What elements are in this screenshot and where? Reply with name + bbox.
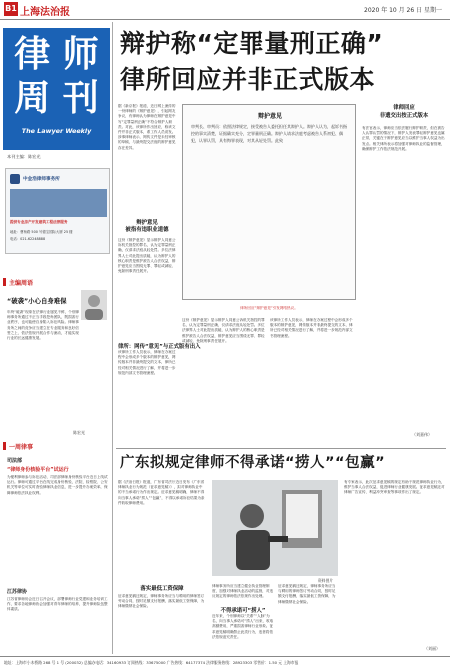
lower-subhead-1: 落实最低工资保障 bbox=[140, 586, 184, 592]
ad-address: 地址：曹杨路 500 号德宝国际大厦 25 楼 bbox=[10, 230, 73, 234]
chief-editor: 本刊主编：陈宏光 bbox=[7, 154, 41, 159]
brand-subtitle: The Lawyer Weekly bbox=[21, 127, 92, 135]
brand-title-line2: 周 刊 bbox=[14, 77, 99, 119]
lower-credit: （刘丽） bbox=[424, 646, 440, 651]
ad-slogan: 提供专业房产开发建筑工程法律服务 bbox=[10, 220, 68, 224]
firm-logo-icon bbox=[10, 174, 20, 184]
ad-banner bbox=[10, 189, 107, 217]
main-subhead-2: 律所：网传“意见”与正式版有出入 bbox=[118, 344, 201, 350]
lower-photo-credit: 资料图片 bbox=[318, 578, 334, 583]
weekly-item2-body: 江苏省律师协会近日召开会议，部署律师行业党建和业务培训工作，要求各地律师协会加强对青年律师的培养，提升律师队伍整体素质。 bbox=[7, 597, 108, 612]
right-heading: 律师回应 非遗交出按正式版本 bbox=[379, 105, 429, 119]
defense-opinion-document bbox=[182, 104, 356, 300]
weekly-item1-tag: 司法部 bbox=[7, 458, 23, 464]
publication-name: 上海法治报 bbox=[20, 7, 70, 18]
weekly-marker bbox=[3, 442, 6, 450]
lower-body-left: 据《法治日报》报道，广东省司法厅近日发布《广东省律师执业行为规范（征求意见稿）》，拟对律师执业中的不当承诺行为作出规定。征求意见稿明确，律师不得向当事人承诺“捞人”“包赢”，不得以承诺诉讼结果为条件收取律师费用。 bbox=[118, 480, 205, 505]
law-firm-ad bbox=[5, 168, 110, 254]
brand-title-line1: 律 师 bbox=[14, 33, 99, 75]
column-marker bbox=[3, 278, 6, 286]
lower-body-mid3: 征求意见稿还规定，律师事务所应当与聘用的律师签订劳动合同，按时足额支付报酬，落实最低工资保障，为律师缴纳社会保险。 bbox=[278, 584, 336, 604]
weekly-item1-title: “律师身份核验平台”试运行 bbox=[7, 467, 69, 473]
main-subhead-1: 辩护意见 被指有违职业道德 bbox=[125, 220, 169, 233]
page-header bbox=[0, 0, 450, 20]
lower-body-right: 有专家表示，此次征求意见稿的规定有助于规范律师执业行为，维护当事人合法权益，促进律师行业健康发展。征求意见稿还对律师广告宣传、利益冲突审查等事项作出了规定。 bbox=[344, 480, 445, 495]
right-body: 有法官表示，律师应当依法履行辩护职责，但在被告人认罪认罚的情况下，辩护人发表罪轻辩护意见也属正常，关键在于辩护意见应当以维护当事人权益为出发点。相关律所表示将加强对律师执业的监督管理，确保辩护工作依法规范开展。 bbox=[362, 126, 445, 151]
main-body-col3: 这份《辩护意见》显示辩护人同意公诉机关指控的罪名，认为定罪量刑正确，仅请求法庭从轻处罚。多位法律界人士对此提出质疑，认为辩护人的核心职责是维护被告人合法权益，辩护意见应当围绕无罪、罪轻或减轻、免除刑事责任展开。 bbox=[182, 318, 265, 343]
weekly-item2-tag: 江苏律协 bbox=[7, 589, 28, 595]
page-footer: 地址：上海市小木桥路 268 号 1 号 (200032) 总编办电话：34160933 订阅热线：33675000 广告热线：64177374 法律服务热线：28923303 零售价：1.50 元 上海市报 bbox=[0, 656, 450, 668]
author-portrait bbox=[81, 290, 107, 320]
issue-date: 2020 年 10 月 26 日 星期一 bbox=[364, 7, 442, 14]
column-title: “破袭”小心自身难保 bbox=[7, 297, 67, 305]
main-body-col4: 该律所工作人员表示，律师在办案过程中会形成多个版本的辩护意见，网传版本并非最终提交的文本，律所已经对相关情况进行了解，并将进一步规范内部文书管理流程。 bbox=[270, 318, 353, 338]
lower-body-mid2: 近年来，个别律师以“关系”“人脉”为名，向当事人承诺可“捞人”出来，收取高额费用，严重损害律师行业形象。征求意见稿明确禁止此类行为，违者将依法依规追究责任。 bbox=[212, 614, 274, 639]
column-label: 主编周语 bbox=[9, 280, 34, 287]
main-headline-line1: 辩护称“定罪量刑正确” bbox=[120, 29, 384, 58]
lower-illustration bbox=[212, 480, 338, 576]
column-divider bbox=[112, 22, 113, 654]
weekly-label: 一周律事 bbox=[9, 444, 34, 451]
lower-body-mid: 律师事务所应当建立健全执业管理制度，加强对律师执业活动的监督，对违反规定的律师依法依规作出处理。 bbox=[212, 584, 274, 599]
right-credit: （刘嘉伟） bbox=[412, 432, 432, 437]
document-title: 辩护意见 bbox=[257, 113, 282, 120]
main-body-mid: 这份《辩护意见》显示辩护人同意公诉机关指控的罪名，认为定罪量刑正确，仅请求法庭从轻处罚。多位法律界人士对此提出质疑，认为辩护人的核心职责是维护被告人合法权益，辩护意见应当围绕无罪、罪轻或减轻、免除刑事责任展开。 bbox=[118, 238, 176, 274]
main-body-mid2: 该律所工作人员表示，律师在办案过程中会形成多个版本的辩护意见，网传版本并非最终提交的文本，律所已经对相关情况进行了解，并将进一步规范内部文书管理流程。 bbox=[118, 350, 176, 375]
ad-org: 中金浩律师事务所 bbox=[23, 177, 60, 182]
column-body: 年终“破袭”现象在法律行业屡见不鲜，个别律师事务所通过不正当手段挖角团队，既损害行业秩序，也可能使自身陷入诉讼风险。律师事务所之间的竞争应当建立在专业服务和良好信誉之上，依法依规开展合作与流动，才能实现行业的长远健康发展。 bbox=[7, 310, 79, 341]
column-author: 陈宏光 bbox=[73, 430, 85, 435]
lower-headline: 广东拟规定律师不得承诺“捞人”“包赢” bbox=[120, 455, 386, 471]
lower-subhead-2: 不得承诺可“捞人” bbox=[220, 608, 266, 614]
weekly-item1-body: 为便利律师参与诉讼活动，司法部律师身份核验平台近日上线试运行。律师可通过平台在线完成身份核验，法院、检察院、公安机关等单位可实时查验律师执业信息，进一步提升办案效率，保障律师依法执业权利。 bbox=[7, 475, 108, 495]
page-tag: B1 bbox=[4, 2, 18, 16]
document-caption: 律所回应“辩护意见”引发网络热议。 bbox=[240, 306, 298, 310]
section-divider bbox=[116, 448, 446, 449]
main-body-left: 据《新京报》报道，近日网上流传的一份律师的《辩护意见》，引起网友争议，有律师认为律师在辩护意见中写“定罪量刑正确”不符合辩护人职责。对此，该律所作出回应，称该文件并非正式版本，系工作人员误发。涉事律师表示，网传文件是未经审核的草稿，与最终提交法庭的辩护意见存在差异。 bbox=[118, 104, 176, 150]
main-headline-line2: 律所回应并非正式版本 bbox=[120, 65, 376, 94]
ad-phone: 电话：021-62248888 bbox=[10, 237, 46, 241]
lawyer-weekly-brand bbox=[3, 28, 110, 150]
document-text: 审判长、审判员：依照法律规定，接受被告人委托担任其辩护人。辩护人认为，起诉书指控的事实清楚，证据确实充分，定罪量刑正确。辩护人请求法庭考虑被告人系初犯、偶犯，认罪认罚，具有悔罪表现，对其从轻处罚。此致 bbox=[191, 124, 347, 143]
left-column bbox=[3, 22, 110, 650]
lower-body-left2: 征求意见稿还规定，律师事务所应当与聘用的律师签订劳动合同，按时足额支付报酬，落实最低工资保障，为律师缴纳社会保险。 bbox=[118, 594, 205, 609]
